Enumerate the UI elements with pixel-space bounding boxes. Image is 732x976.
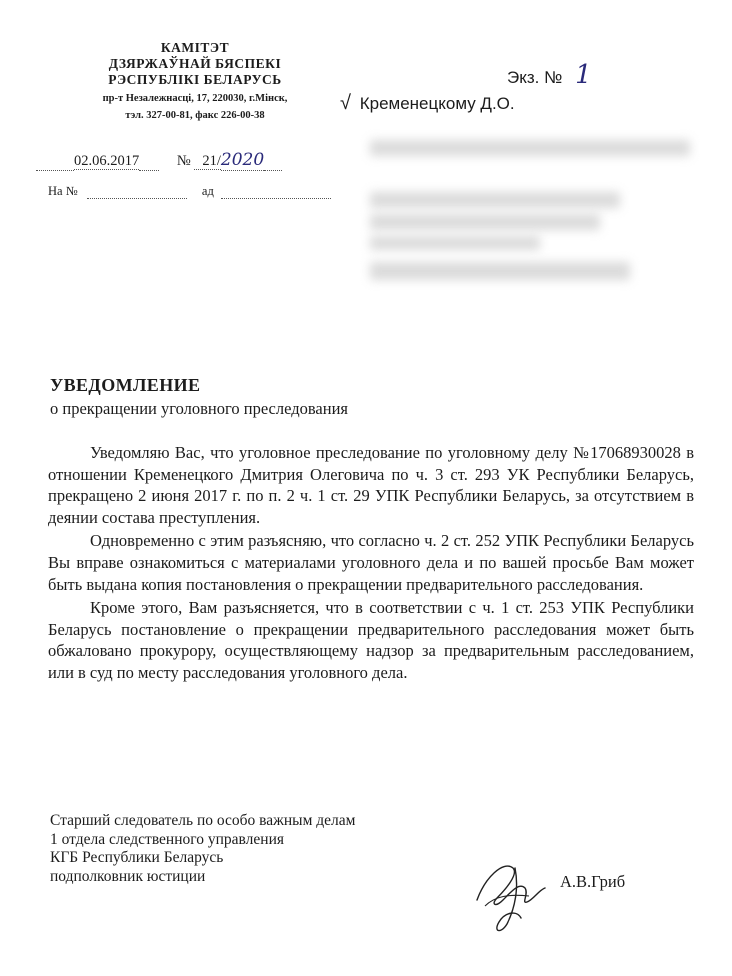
copy-number-handwritten: 1 [575,60,592,90]
check-mark: √ [340,92,351,114]
outgoing-date: 02.06.2017 [74,153,140,169]
body-paragraph-2: Одновременно с этим разъясняю, что согласно ч. 2 ст. 252 УПК Республики Беларусь Вы вправе ознакомиться с материалами уголовного дела и по вашей просьбе Вам может быть выдана копия постановления о прекращении предварительного расследования. [48,531,694,594]
notice-title: УВЕДОМЛЕНИЕ [50,375,201,395]
reference-date-blank [221,184,331,199]
recipient-name: Кременецкому Д.О. [359,94,515,113]
handwritten-signature [455,838,565,938]
outgoing-line [36,150,282,171]
reference-from-label: ад [201,184,214,198]
org-address: пр-т Незалежнасці, 17, 220030, г.Мінск, [102,93,288,104]
reference-line [48,184,331,199]
reference-number-blank [87,184,187,199]
copy-number [507,60,592,90]
signatory-position-line-1: Старший следователь по особо важным делам [50,812,356,829]
signatory-position-line-2: 1 отдела следственного управления [50,830,284,848]
org-name-line-1: КАМІТЭТ [160,40,230,55]
notice-body [48,442,694,684]
reference-label: На № [48,184,78,198]
org-phone: тэл. 327-00-81, факс 226-00-38 [125,110,265,121]
outgoing-number-label: № [176,153,191,169]
signatory-block [50,812,355,886]
signatory-position-line-3: КГБ Республики Беларусь [50,849,224,867]
letterhead [60,40,330,124]
signatory-name: А.В.Гриб [560,872,626,891]
org-name-line-3: РЭСПУБЛІКІ БЕЛАРУСЬ [108,72,282,87]
notice-subtitle: о прекращении уголовного преследования [50,399,349,418]
outgoing-number-handwritten: 2020 [220,150,265,170]
body-paragraph-3: Кроме этого, Вам разъясняется, что в соответствии с ч. 1 ст. 253 УПК Республики Беларусь постановление о прекращении предварительного расследования может быть обжаловано прокурору, осуществляющему надзор за предварительным расследованием, или в суд по месту расследования уголовного дела. [48,598,694,682]
body-paragraph-1: Уведомляю Вас, что уголовное преследование по уголовному делу №17068930028 в отношении Кременецкого Дмитрия Олеговича по ч. 3 ст. 293 УК Республики Беларусь, прекращено 2 июня 2017 г. по п. 2 ч. 1 ст. 29 УПК Республики Беларусь, за отсутствием в деянии состава преступления. [48,443,694,527]
org-name-line-2: ДЗЯРЖАЎНАЙ БЯСПЕКІ [108,56,282,71]
signatory-rank: подполковник юстиции [50,867,206,885]
copy-number-label: Экз. № [507,68,563,87]
recipient-line [340,92,515,115]
outgoing-number-printed: 21/ [194,153,221,170]
